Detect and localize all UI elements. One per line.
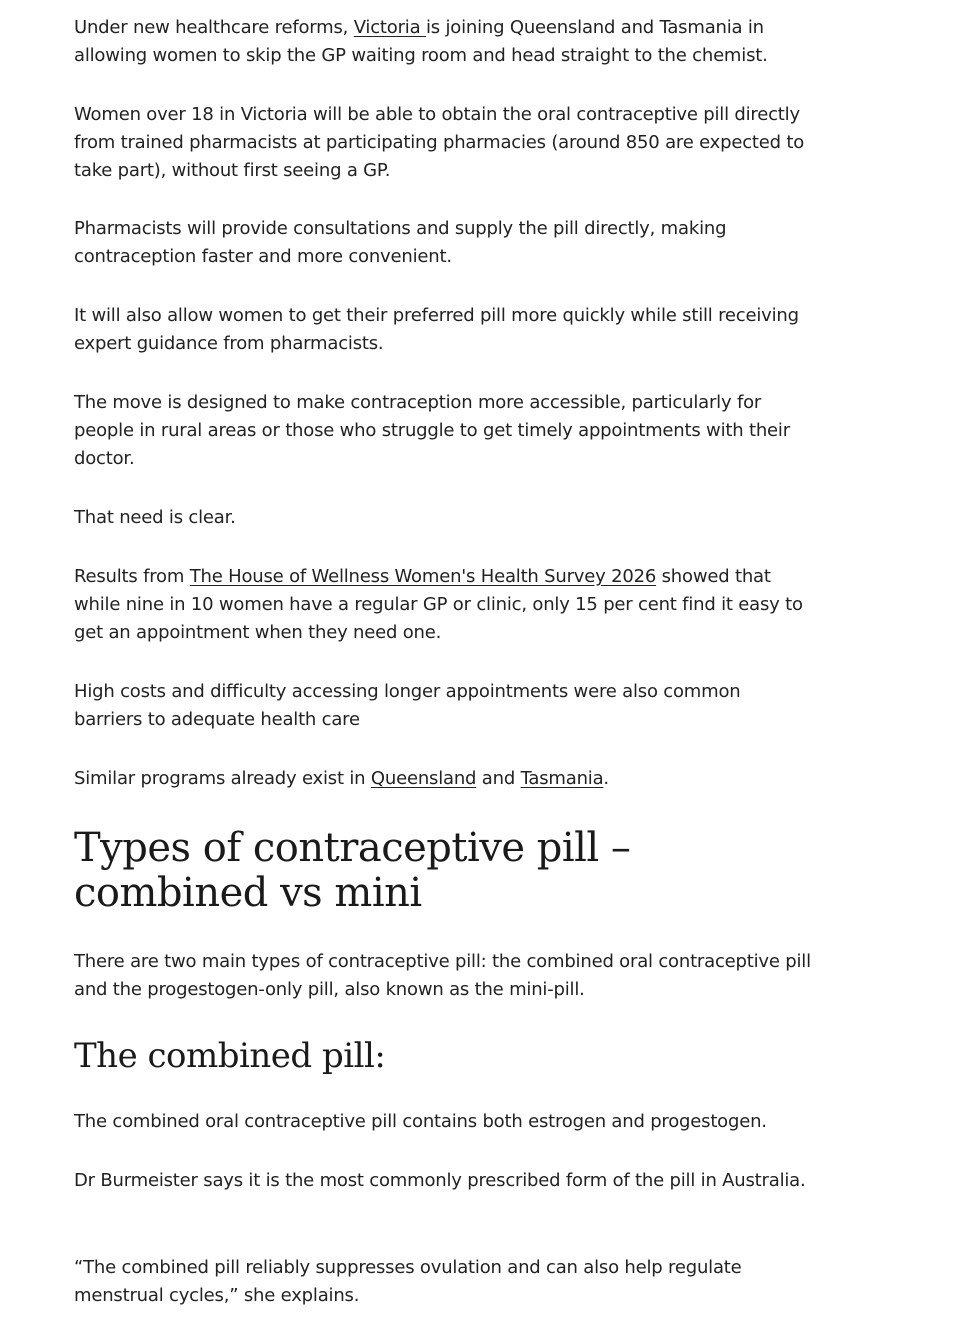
link-victoria[interactable]: Victoria (353, 17, 426, 38)
paragraph-accessibility: The move is designed to make contraception more accessible, particularly for people in rural areas or those who struggle to get timely appointments with their doctor. (74, 392, 790, 469)
paragraph-preferred-pill: It will also allow women to get their preferred pill more quickly while still receiving expert guidance from pharmacists. (74, 305, 799, 354)
link-survey[interactable]: The House of Wellness Women's Health Survey 2026 (189, 566, 657, 587)
paragraph-two-types: There are two main types of contraceptive pill: the combined oral contraceptive pill and the progestogen-only pill, also known as the mini-pill. (74, 951, 811, 1000)
paragraph-eligibility: Women over 18 in Victoria will be able to obtain the oral contraceptive pill directly from trained pharmacists at participating pharmacies (around 850 are expected to take part), without first seeing a GP. (74, 104, 805, 181)
paragraph-consultations: Pharmacists will provide consultations and supply the pill directly, making contraception faster and more convenient. (74, 218, 727, 267)
paragraph-burmeister: Dr Burmeister says it is the most commonly prescribed form of the pill in Australia. (74, 1170, 806, 1191)
paragraph-survey (74, 563, 814, 647)
paragraph-quote: “The combined pill reliably suppresses ovulation and can also help regulate menstrual cycles,” she explains. (74, 1257, 742, 1306)
text: Similar programs already exist in (74, 768, 371, 789)
text: is joining Queensland and Tasmania in allowing women to skip the GP waiting room and head straight to the chemist. (74, 17, 768, 66)
paragraph-reforms (74, 14, 814, 70)
text: and (476, 768, 521, 789)
paragraph-barriers: High costs and difficulty accessing longer appointments were also common barriers to adequate health care (74, 681, 741, 730)
text: Results from (74, 566, 190, 587)
text: Under new healthcare reforms, (74, 17, 354, 38)
heading-combined-pill: The combined pill: (74, 1036, 386, 1076)
heading-types-of-pill: Types of contraceptive pill – combined vs mini (74, 825, 631, 916)
text: . (603, 768, 609, 789)
link-queensland[interactable]: Queensland (370, 768, 477, 789)
text: showed that while nine in 10 women have a regular GP or clinic, only 15 per cent find it easy to get an appointment when they need one. (74, 566, 803, 643)
paragraph-similar-programs (74, 765, 814, 793)
paragraph-need: That need is clear. (74, 507, 236, 528)
link-tasmania[interactable]: Tasmania (520, 768, 604, 789)
paragraph-combined-contents: The combined oral contraceptive pill contains both estrogen and progestogen. (74, 1111, 767, 1132)
